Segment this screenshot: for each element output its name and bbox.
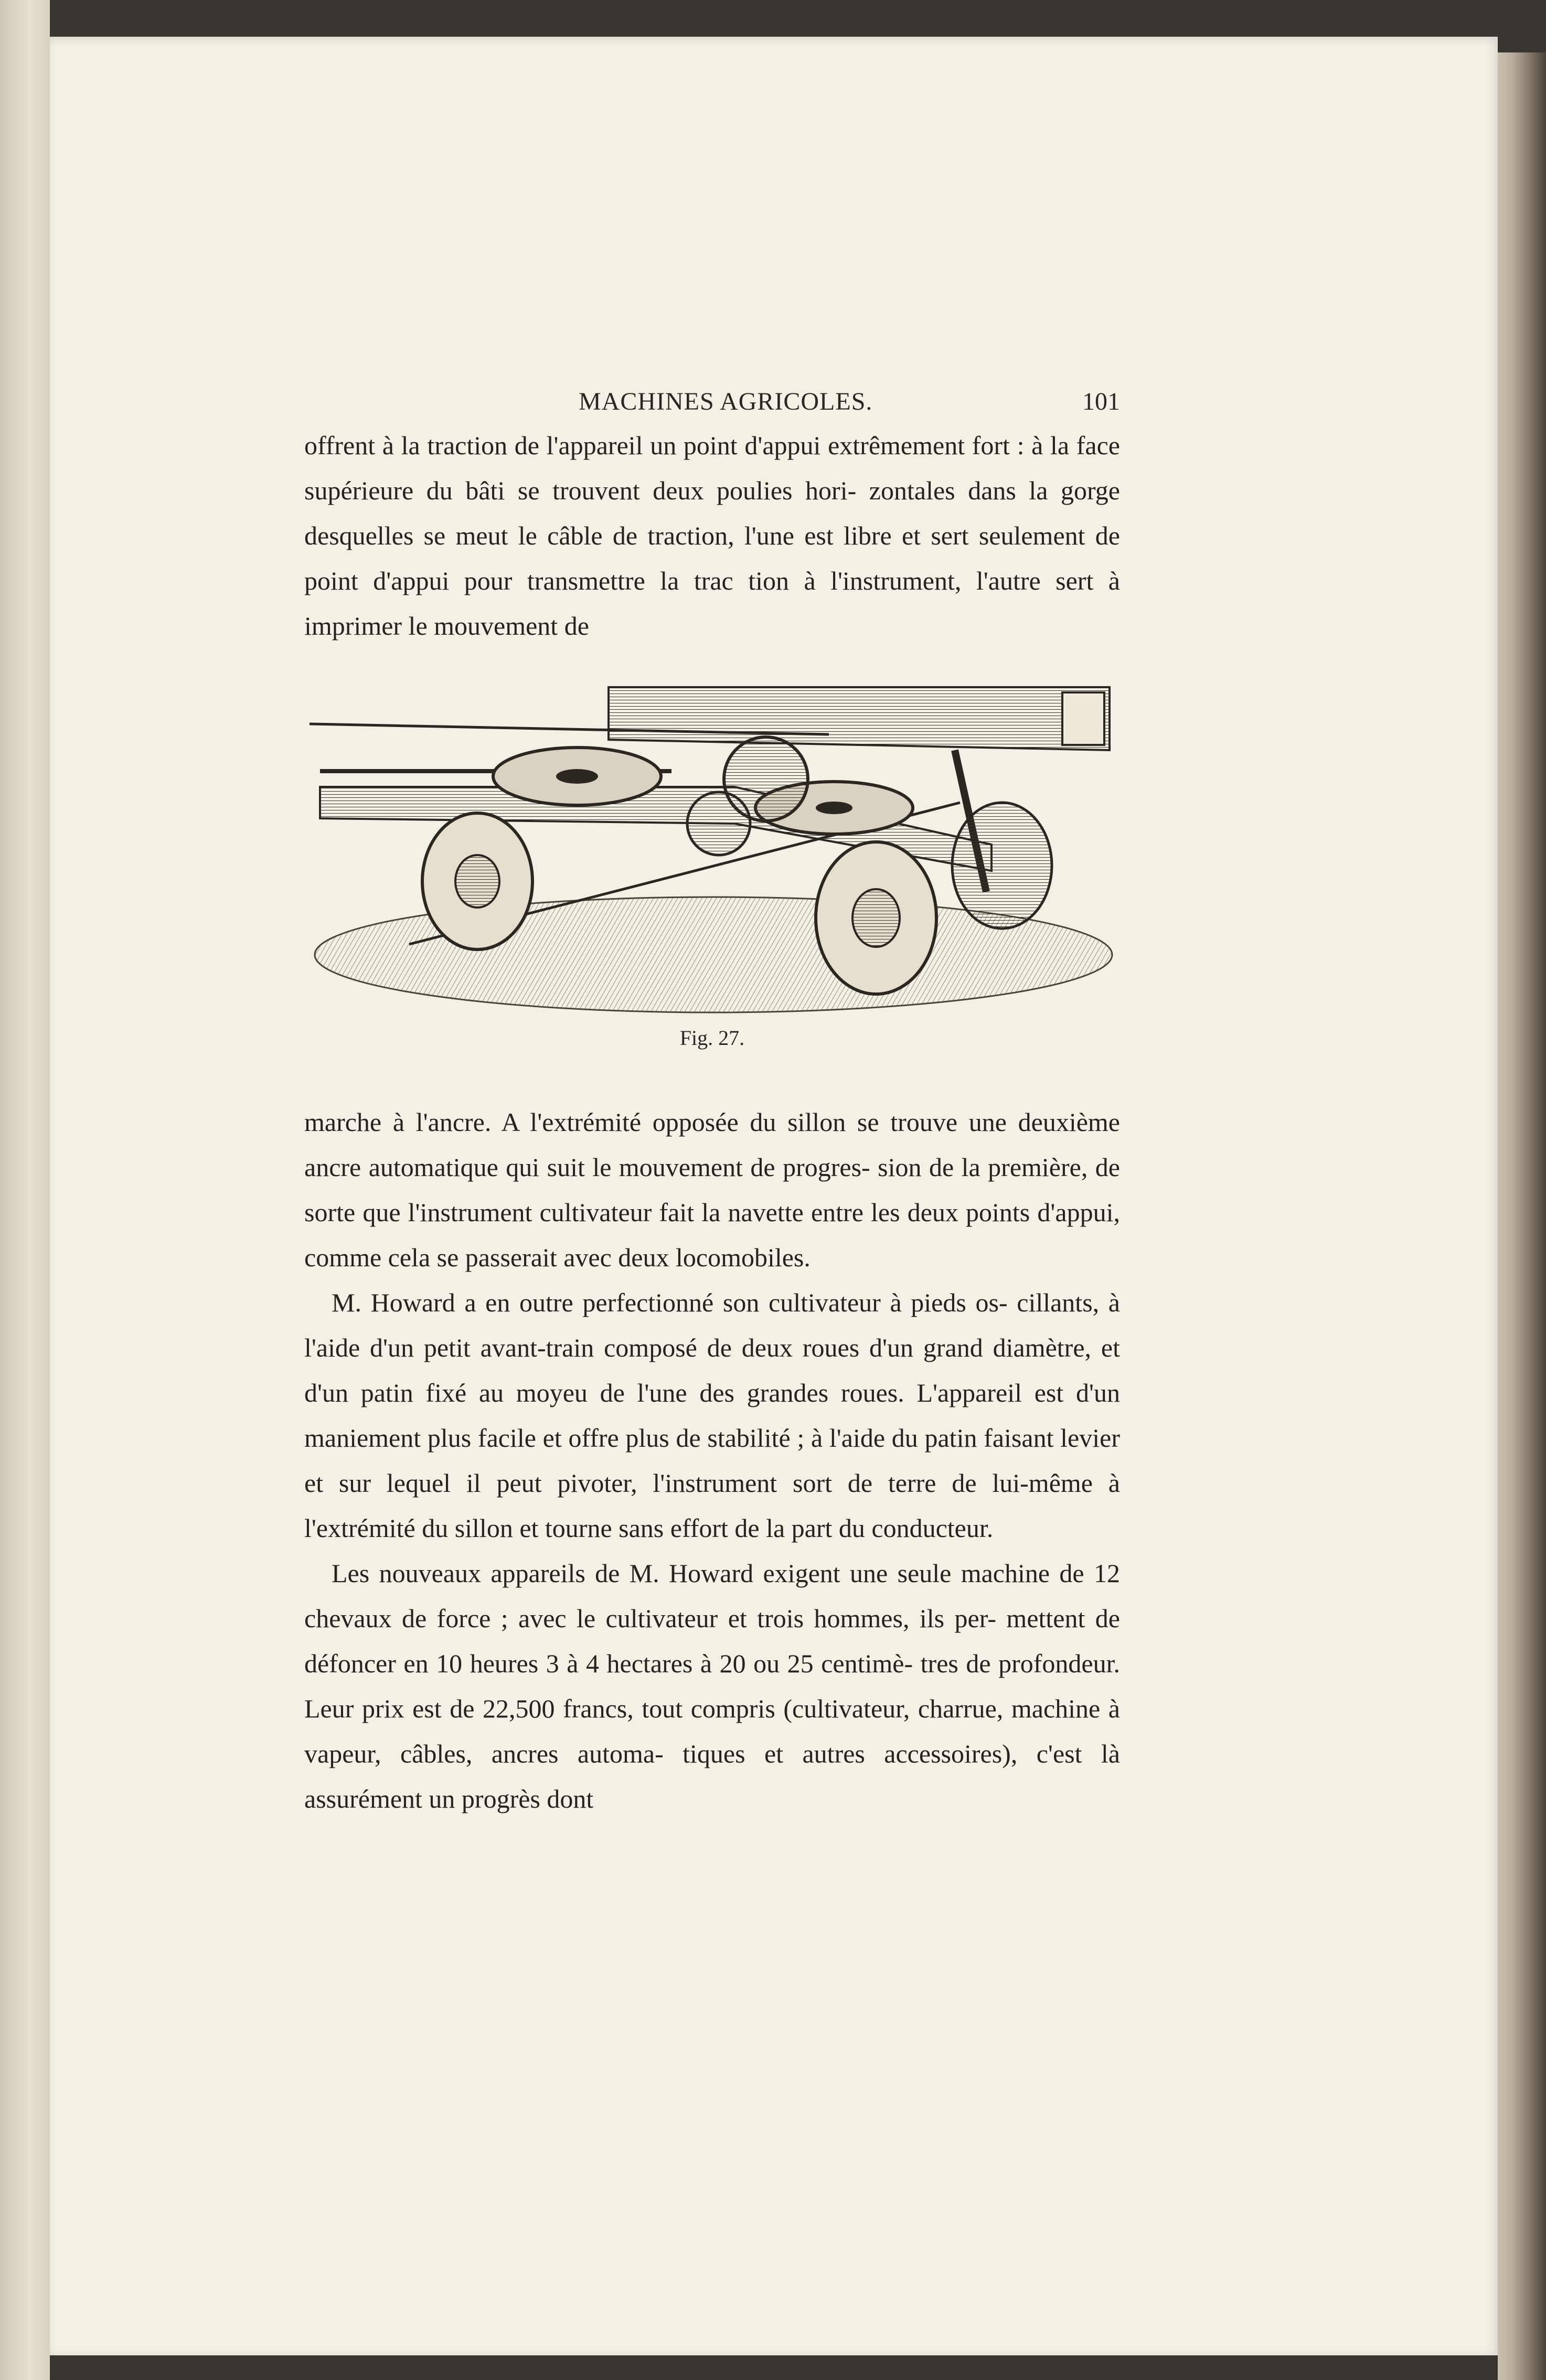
running-head-title: MACHINES AGRICOLES. (579, 388, 873, 415)
page-number: 101 (1082, 388, 1120, 415)
paragraph: Les nouveaux appareils de M. Howard exigent une seule machine de 12 chevaux de force ; avec le cultivateur et trois hommes, ils per- mettent de défoncer en 10 heures 3 à 4 hectares à 20 ou 25 centimè- tres de profondeur. Leur prix est de 22,500 francs, tout compris (cultivateur, charrue, machine à vapeur, câbles, ancres automa- tiques et autres accessoires), c'est là assurément un progrès dont (304, 1559, 1120, 1813)
anchor-cart-illustration (304, 671, 1120, 1028)
paragraph: marche à l'ancre. A l'extrémité opposée du sillon se trouve une deuxième ancre automatique qui suit le mouvement de progres- sion de la première, de sorte que l'instrument cultivateur fait la navette entre les deux points d'appui, comme cela se passerait avec deux locomobiles. (304, 1107, 1120, 1272)
right-page-stack (1498, 52, 1546, 2380)
left-page-edge (0, 0, 50, 2380)
figure-caption: Fig. 27. (679, 1026, 745, 1050)
paragraph: M. Howard a en outre perfectionné son cultivateur à pieds os- cillants, à l'aide d'un petit avant-train composé de deux roues d'un grand diamètre, et d'un patin fixé au moyeu de l'une des grandes roues. L'appareil est d'un maniement plus facile et offre plus de stabilité ; à l'aide du patin faisant levier et sur lequel il peut pivoter, l'instrument sort de terre de lui-même à l'extrémité du sillon et tourne sans effort de la part du conducteur. (304, 1288, 1120, 1543)
text-block-top (304, 423, 1120, 648)
figure-engraving (304, 671, 1120, 1028)
running-head (579, 383, 1120, 420)
text-block-bottom (304, 1100, 1120, 1821)
paragraph: offrent à la traction de l'appareil un point d'appui extrêmement fort : à la face supérieure du bâti se trouvent deux poulies hori- zontales dans la gorge desquelles se meut le câble de traction, l'une est libre et sert seulement de point d'appui pour transmettre la trac tion à l'instrument, l'autre sert à imprimer le mouvement de (304, 431, 1120, 641)
